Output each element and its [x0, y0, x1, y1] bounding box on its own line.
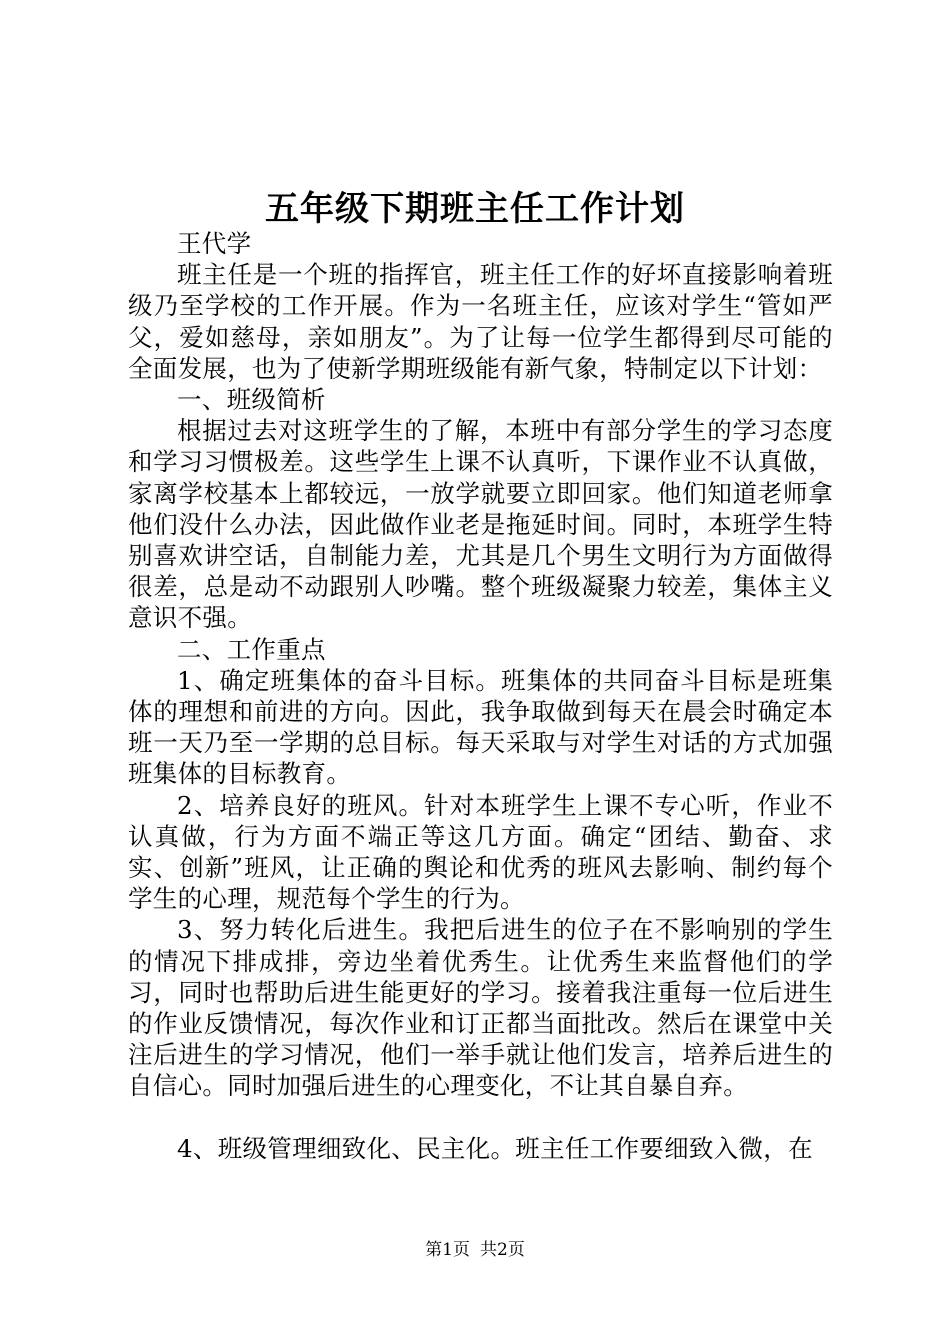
author-line: 王代学: [177, 229, 252, 258]
section-heading-work-focus: 二、工作重点: [177, 634, 326, 664]
paragraph-point-1: 1、确定班集体的奋斗目标。班集体的共同奋斗目标是班集体的理想和前进的方向。因此，我争取做到每天在晨会时确定本班一天乃至一学期的总目标。每天采取与对学生对话的方式加强班集体的目标教育。: [128, 665, 833, 789]
page-footer: [0, 1238, 950, 1262]
paragraph-class-analysis: 根据过去对这班学生的了解，本班中有部分学生的学习态度和学习习惯极差。这些学生上课不认真听，下课作业不认真做，家离学校基本上都较远，一放学就要立即回家。他们知道老师拿他们没什么办法，因此做作业老是拖延时间。同时，本班学生特别喜欢讲空话，自制能力差，尤其是几个男生文明行为方面做得很差，总是动不动跟别人吵嘴。整个班级凝聚力较差，集体主义意识不强。: [128, 416, 833, 633]
document-body: [128, 228, 833, 1164]
paragraph-point-2: 2、培养良好的班风。针对本班学生上课不专心听，作业不认真做，行为方面不端正等这几方面。确定“团结、勤奋、求实、创新”班风，让正确的舆论和优秀的班风去影响、制约每个学生的心理，规范每个学生的行为。: [128, 790, 833, 914]
page-number-current: 第1页: [425, 1240, 470, 1260]
section-heading-class-analysis: 一、班级简析: [177, 385, 326, 415]
paragraph-point-3: 3、努力转化后进生。我把后进生的位子在不影响别的学生的情况下排成排，旁边坐着优秀生。让优秀生来监督他们的学习，同时也帮助后进生能更好的学习。接着我注重每一位后进生的作业反馈情况，每次作业和订正都当面批改。然后在课堂中关注后进生的学习情况，他们一举手就让他们发言，培养后进生的自信心。同时加强后进生的心理变化，不让其自暴自弃。: [128, 915, 833, 1101]
document-title: 五年级下期班主任工作计划: [265, 189, 685, 229]
paragraph-point-4: 4、班级管理细致化、民主化。班主任工作要细致入微，在: [177, 1133, 813, 1163]
paragraph-intro: 班主任是一个班的指挥官，班主任工作的好坏直接影响着班级乃至学校的工作开展。作为一名班主任，应该对学生“管如严父，爱如慈母，亲如朋友”。为了让每一位学生都得到尽可能的全面发展，也为了使新学期班级能有新气象，特制定以下计划：: [128, 260, 833, 383]
page-number-total: 共2页: [480, 1240, 525, 1260]
